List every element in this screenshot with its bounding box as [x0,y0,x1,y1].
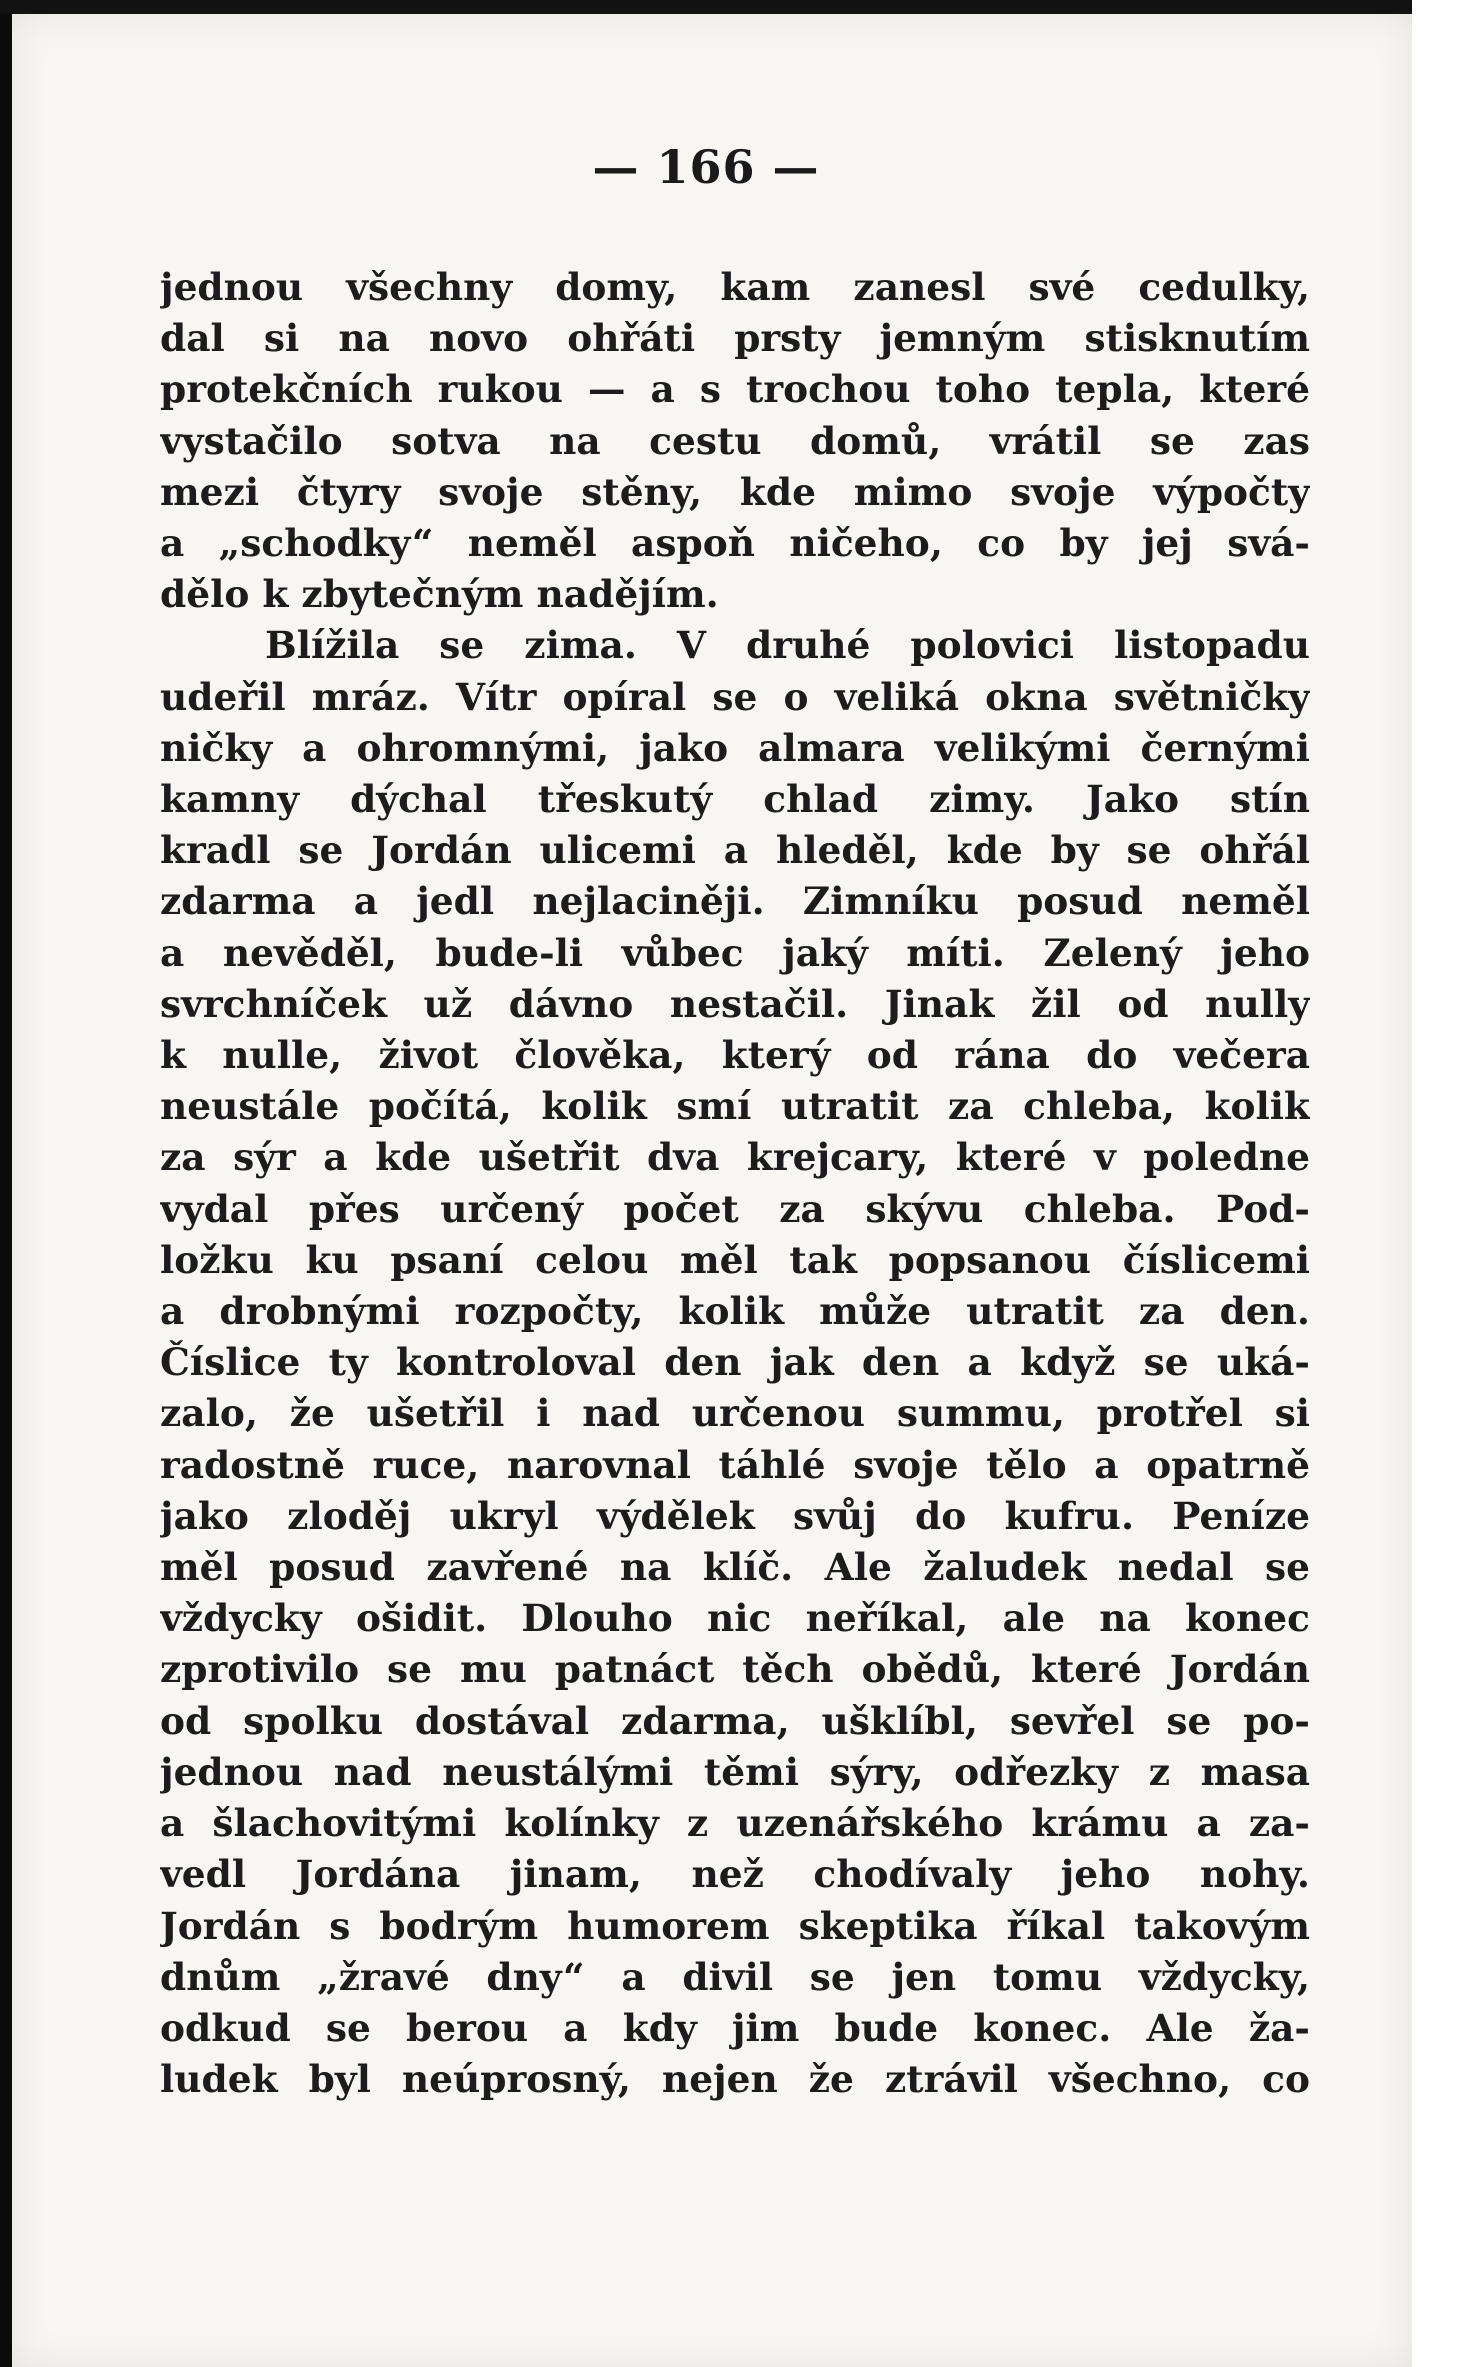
text-line-14: a nevěděl, bude-li vůbec jaký míti. Zelený jeho [160,930,1310,975]
text-line-6: a „schodky“ neměl aspoň ničeho, co by jej svá- [160,521,1310,566]
text-line-7: dělo k zbytečným nadějím. [160,572,719,617]
text-line-32: vedl Jordána jinam, než chodívaly jeho nohy. [160,1852,1310,1897]
text-line-27: vždycky ošidit. Dlouho nic neříkal, ale na konec [160,1596,1310,1641]
text-line-9: udeřil mráz. Vítr opíral se o veliká okna světničky [160,674,1310,719]
body-text [160,262,1310,2105]
text-line-2: dal si na novo ohřáti prsty jemným stisknutím [160,316,1310,361]
text-line-17: neustále počítá, kolik smí utratit za chleba, kolik [160,1084,1310,1129]
text-line-23: zalo, že ušetřil i nad určenou summu, protřel si [160,1391,1310,1436]
text-line-24: radostně ruce, narovnal táhlé svoje tělo a opatrně [160,1442,1310,1487]
text-line-11: kamny dýchal třeskutý chlad zimy. Jako stín [160,777,1310,822]
text-line-10: ničky a ohromnými, jako almara velikými černými [160,725,1310,770]
text-line-16: k nulle, život člověka, který od rána do večera [160,1033,1310,1078]
text-line-31: a šlachovitými kolínky z uzenářského krámu a za- [160,1801,1310,1846]
text-line-4: vystačilo sotva na cestu domů, vrátil se zas [160,418,1310,463]
text-line-28: zprotivilo se mu patnáct těch obědů, které Jordán [160,1647,1310,1692]
text-line-26: měl posud zavřené na klíč. Ale žaludek nedal se [160,1545,1310,1590]
text-line-15: svrchníček už dávno nestačil. Jinak žil od nully [160,981,1310,1026]
text-line-25: jako zloděj ukryl výdělek svůj do kufru. Peníze [160,1493,1310,1538]
text-line-8: Blížila se zima. V druhé polovici listopadu [265,623,1310,668]
text-line-20: ložku ku psaní celou měl tak popsanou číslicemi [160,1237,1310,1282]
text-line-33: Jordán s bodrým humorem skeptika říkal takovým [160,1903,1310,1948]
text-line-35: odkud se berou a kdy jim bude konec. Ale ža- [160,2005,1310,2050]
page-number: — 166 — [592,140,820,194]
text-line-36: ludek byl neúprosný, nejen že ztrávil všechno, co [160,2057,1310,2102]
text-line-18: za sýr a kde ušetřit dva krejcary, které v poledne [160,1135,1310,1180]
text-line-13: zdarma a jedl nejlaciněji. Zimníku posud neměl [160,879,1310,924]
text-line-30: jednou nad neustálými těmi sýry, odřezky z masa [160,1749,1310,1794]
text-line-34: dnům „žravé dny“ a divil se jen tomu vždycky, [160,1954,1310,1999]
text-line-19: vydal přes určený počet za skývu chleba. Pod- [160,1186,1310,1231]
text-line-12: kradl se Jordán ulicemi a hleděl, kde by se ohřál [160,828,1310,873]
text-line-5: mezi čtyry svoje stěny, kde mimo svoje výpočty [160,469,1310,514]
text-line-1: jednou všechny domy, kam zanesl své cedulky, [160,265,1310,309]
scan-top-border [0,0,1412,14]
text-line-21: a drobnými rozpočty, kolik může utratit za den. [160,1289,1310,1334]
text-line-29: od spolku dostával zdarma, ušklíbl, sevřel se po- [160,1698,1310,1743]
scan-margin [1412,0,1469,2367]
text-line-3: protekčních rukou — a s trochou toho tepla, které [160,367,1310,412]
text-line-22: Číslice ty kontroloval den jak den a když se uká- [160,1340,1310,1385]
